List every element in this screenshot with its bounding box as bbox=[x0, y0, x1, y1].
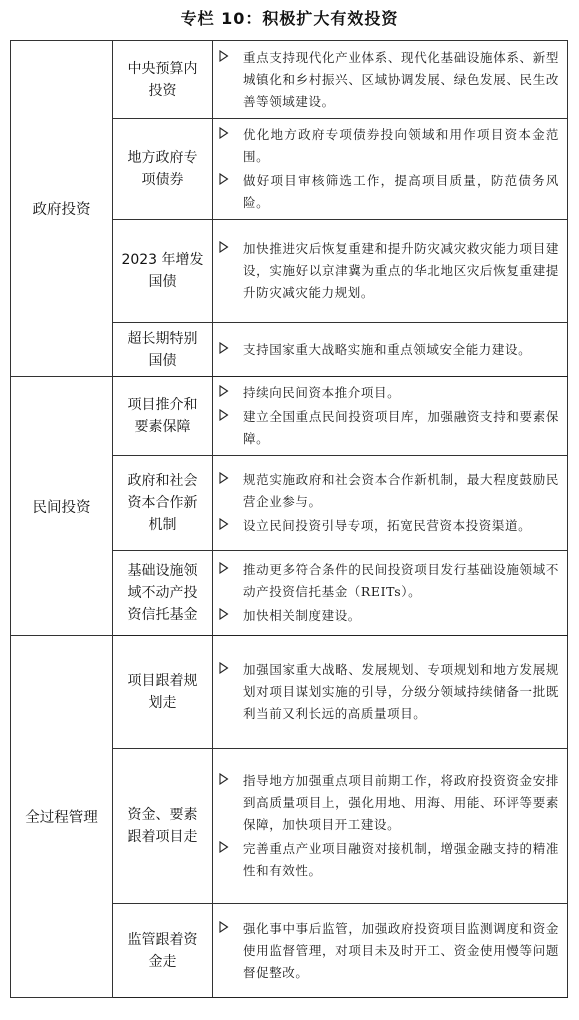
measures-cell bbox=[213, 456, 568, 551]
measure-text: 推动更多符合条件的民间投资项目发行基础设施领域不动产投资信托基金（REITs）。 bbox=[243, 562, 559, 599]
measure-text: 加快推进灾后恢复重建和提升防灾减灾救灾能力项目建设，实施好以京津冀为重点的华北地区灾后恢复重建提升防灾减灾能力规划。 bbox=[243, 241, 559, 300]
list-item bbox=[219, 659, 559, 725]
list-item bbox=[219, 47, 559, 113]
measure-text: 规范实施政府和社会资本合作新机制，最大程度鼓励民营企业参与。 bbox=[243, 472, 559, 509]
measure-text: 支持国家重大战略实施和重点领域安全能力建设。 bbox=[243, 341, 532, 357]
measure-text: 优化地方政府专项债券投向领域和用作项目资本金范围。 bbox=[243, 127, 559, 164]
subcategory-cell: 超长期特别国债 bbox=[113, 323, 213, 377]
subcategory-cell: 2023 年增发国债 bbox=[113, 220, 213, 323]
right-arrow-outline-icon bbox=[219, 770, 243, 792]
subcategory-cell: 监管跟着资金走 bbox=[113, 904, 213, 998]
measures-cell bbox=[213, 119, 568, 220]
measure-text: 加快相关制度建设。 bbox=[243, 608, 361, 623]
investment-table bbox=[10, 40, 568, 998]
table-row bbox=[11, 636, 568, 749]
subcategory-cell: 项目推介和要素保障 bbox=[113, 377, 213, 456]
measure-text: 重点支持现代化产业体系、现代化基础设施体系、新型城镇化和乡村振兴、区域协调发展、绿色发展、民生改善等领域建设。 bbox=[243, 49, 559, 109]
measures-cell bbox=[213, 636, 568, 749]
right-arrow-outline-icon bbox=[219, 659, 243, 681]
right-arrow-outline-icon bbox=[219, 238, 243, 260]
measure-text: 做好项目审核筛选工作，提高项目质量，防范债务风险。 bbox=[243, 173, 559, 210]
category-cell: 政府投资 bbox=[11, 41, 113, 377]
measure-text: 指导地方加强重点项目前期工作，将政府投资资金安排到高质量项目上，强化用地、用海、用能、环评等要素保障，加快项目开工建设。 bbox=[243, 773, 559, 832]
table-row bbox=[11, 377, 568, 456]
list-item bbox=[219, 124, 559, 168]
measure-text: 设立民间投资引导专项，拓宽民营资本投资渠道。 bbox=[243, 518, 532, 533]
right-arrow-outline-icon bbox=[219, 605, 243, 627]
measure-text: 完善重点产业项目融资对接机制，增强金融支持的精准性和有效性。 bbox=[243, 841, 559, 878]
subcategory-cell: 基础设施领域不动产投资信托基金 bbox=[113, 551, 213, 636]
measure-text: 持续向民间资本推介项目。 bbox=[243, 385, 401, 400]
right-arrow-outline-icon bbox=[219, 559, 243, 581]
category-cell: 全过程管理 bbox=[11, 636, 113, 998]
list-item bbox=[219, 770, 559, 836]
measure-text: 加强国家重大战略、发展规划、专项规划和地方发展规划对项目谋划实施的引导，分级分领域持续储备一批既利当前又利长远的高质量项目。 bbox=[243, 662, 559, 721]
list-item bbox=[219, 238, 559, 304]
measure-text: 强化事中事后监管，加强政府投资项目监测调度和资金使用监督管理，对项目未及时开工、资金使用慢等问题督促整改。 bbox=[243, 920, 559, 980]
table-row bbox=[11, 41, 568, 119]
subcategory-cell: 政府和社会资本合作新机制 bbox=[113, 456, 213, 551]
right-arrow-outline-icon bbox=[219, 47, 243, 69]
list-item bbox=[219, 918, 559, 984]
right-arrow-outline-icon bbox=[219, 124, 243, 146]
right-arrow-outline-icon bbox=[219, 918, 243, 940]
measures-cell bbox=[213, 41, 568, 119]
measure-text: 建立全国重点民间投资项目库，加强融资支持和要素保障。 bbox=[243, 409, 559, 446]
list-item bbox=[219, 406, 559, 450]
right-arrow-outline-icon bbox=[219, 838, 243, 860]
measures-cell bbox=[213, 551, 568, 636]
right-arrow-outline-icon bbox=[219, 469, 243, 491]
measures-cell bbox=[213, 323, 568, 377]
subcategory-cell: 资金、要素跟着项目走 bbox=[113, 749, 213, 904]
right-arrow-outline-icon bbox=[219, 170, 243, 192]
list-item bbox=[219, 559, 559, 603]
list-item bbox=[219, 339, 559, 361]
measures-cell bbox=[213, 749, 568, 904]
list-item bbox=[219, 838, 559, 882]
right-arrow-outline-icon bbox=[219, 382, 243, 404]
column-title: 专栏 10：积极扩大有效投资 bbox=[180, 9, 399, 28]
measures-cell bbox=[213, 904, 568, 998]
list-item bbox=[219, 170, 559, 214]
measures-cell bbox=[213, 220, 568, 323]
subcategory-cell: 中央预算内投资 bbox=[113, 41, 213, 119]
list-item bbox=[219, 605, 559, 627]
list-item bbox=[219, 515, 559, 537]
list-item bbox=[219, 382, 559, 404]
measures-cell bbox=[213, 377, 568, 456]
right-arrow-outline-icon bbox=[219, 515, 243, 537]
category-cell: 民间投资 bbox=[11, 377, 113, 636]
subcategory-cell: 地方政府专项债券 bbox=[113, 119, 213, 220]
subcategory-cell: 项目跟着规划走 bbox=[113, 636, 213, 749]
list-item bbox=[219, 469, 559, 513]
right-arrow-outline-icon bbox=[219, 406, 243, 428]
right-arrow-outline-icon bbox=[219, 339, 243, 361]
